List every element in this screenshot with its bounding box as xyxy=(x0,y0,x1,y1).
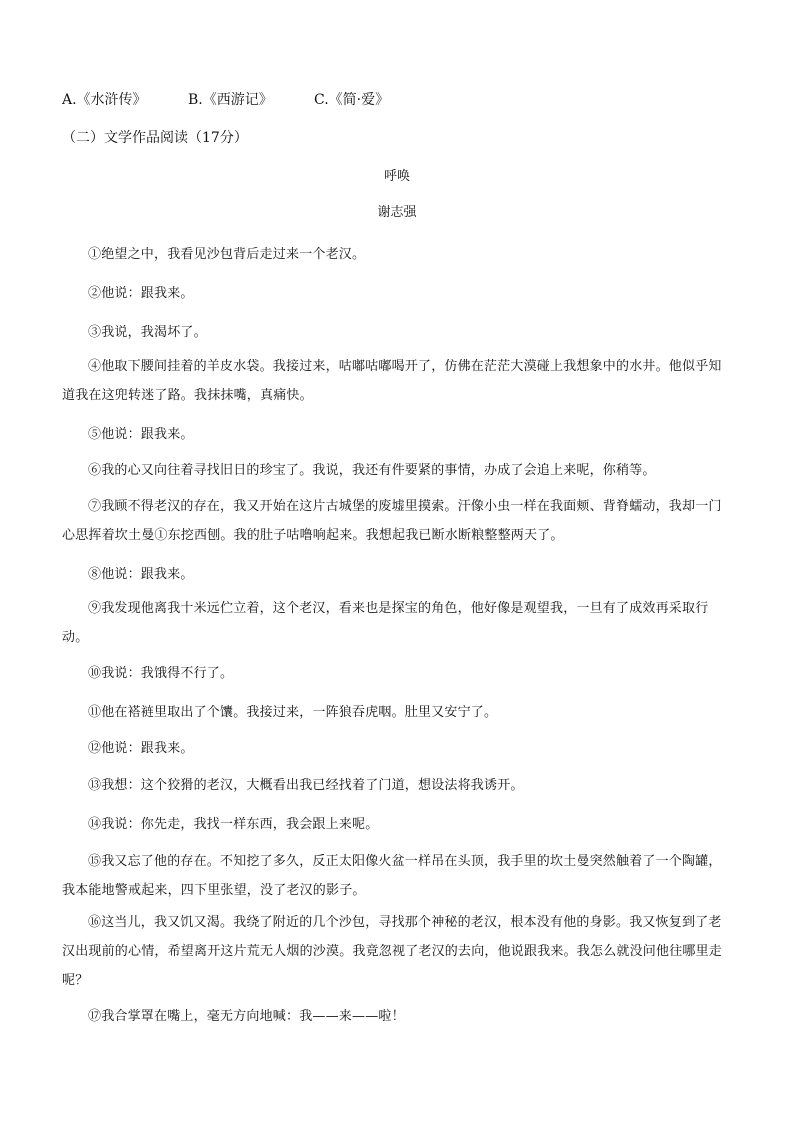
paragraph-9: ⑨我发现他离我十米远伫立着，这个老汉，看来也是探宝的角色，他好像是观望我，一旦有了成效再采取行动。 xyxy=(62,601,709,645)
paragraph-16: ⑯这当儿，我又饥又渴。我绕了附近的几个沙包，寻找那个神秘的老汉，根本没有他的身影。我又恢复到了老汉出现前的心情，希望离开这片荒无人烟的沙漠。我竟忽视了老汉的去向，他说跟我来。我怎么就没问他往哪里走呢？ xyxy=(62,915,723,988)
paragraph-6: ⑥我的心又向往着寻找旧日的珍宝了。我说，我还有件要紧的事情，办成了会追上来呢，你稍等。 xyxy=(88,463,656,478)
paragraph-12: ⑫他说：跟我来。 xyxy=(88,741,194,756)
section-heading: （二）文学作品阅读（17分） xyxy=(62,130,248,146)
option-a: A.《水浒传》 xyxy=(62,92,147,108)
paragraph-5: ⑤他说：跟我来。 xyxy=(88,427,194,442)
article-title: 呼唤 xyxy=(383,169,410,184)
answer-options xyxy=(62,90,389,110)
paragraph-4: ④他取下腰间挂着的羊皮水袋。我接过来，咕嘟咕嘟喝开了，仿佛在茫茫大漠碰上我想象中的水井。他似乎知道我在这兜转迷了路。我抹抹嘴，真痛快。 xyxy=(62,359,722,403)
paragraph-11: ⑪他在褡裢里取出了个馕。我接过来，一阵狼吞虎咽。肚里又安宁了。 xyxy=(88,705,498,720)
paragraph-1: ①绝望之中，我看见沙包背后走过来一个老汉。 xyxy=(88,247,366,262)
paragraph-13: ⑬我想：这个狡猾的老汉，大概看出我已经找着了门道，想设法将我诱开。 xyxy=(88,778,524,793)
paragraph-8: ⑧他说：跟我来。 xyxy=(88,567,194,582)
paragraph-7: ⑦我顾不得老汉的存在，我又开始在这片古城堡的废墟里摸索。汗像小虫一样在我面颊、背脊蠕动，我却一门心思挥着坎土曼①东挖西刨。我的肚子咕噜响起来。我想起我已断水断粮整整两天了。 xyxy=(62,499,722,543)
paragraph-3: ③我说，我渴坏了。 xyxy=(88,325,207,340)
paragraph-10: ⑩我说：我饿得不行了。 xyxy=(88,666,234,681)
paragraph-2: ②他说：跟我来。 xyxy=(88,286,194,301)
paragraph-17: ⑰我合掌罩在嘴上，毫无方向地喊：我——来——啦！ xyxy=(88,1009,405,1024)
paragraph-14: ⑭我说：你先走，我找一样东西，我会跟上来呢。 xyxy=(88,817,379,832)
option-c: C.《简·爱》 xyxy=(314,92,390,108)
article-author: 谢志强 xyxy=(377,205,417,220)
paragraph-15: ⑮我又忘了他的存在。不知挖了多久，反正太阳像火盆一样吊在头顶，我手里的坎土曼突然触着了一个陶罐，我本能地警戒起来，四下里张望，没了老汉的影子。 xyxy=(62,854,722,898)
option-b: B.《西游记》 xyxy=(188,92,273,108)
